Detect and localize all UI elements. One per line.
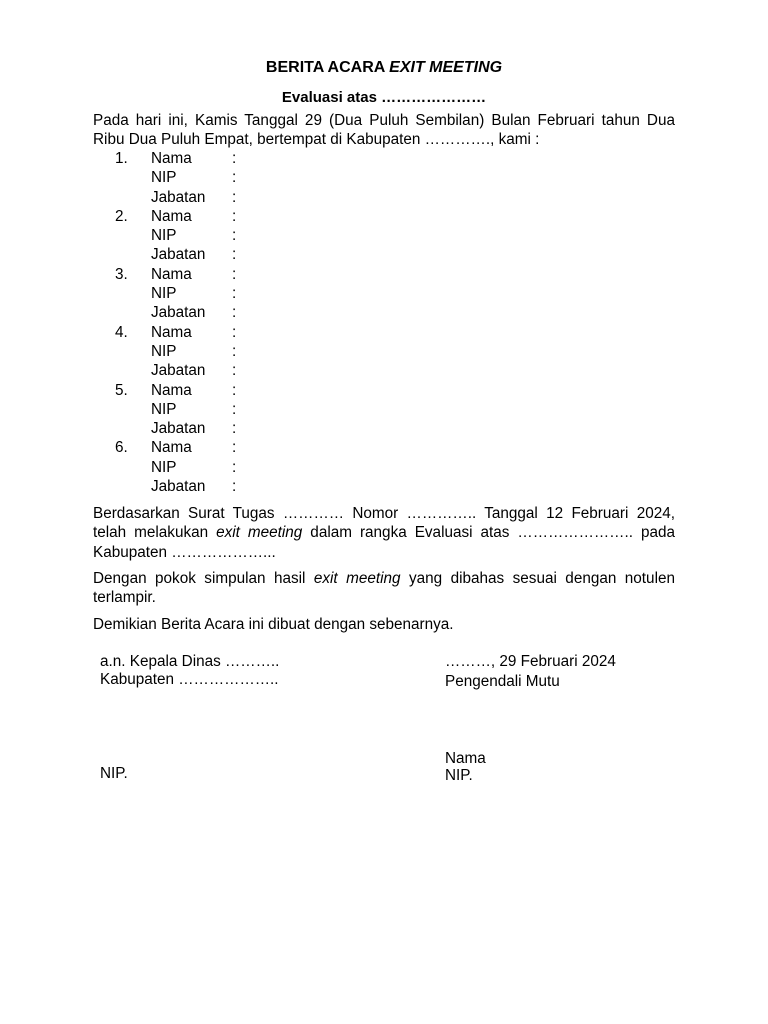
member-field-label: Nama [151, 150, 192, 167]
member-row-jabatan [93, 361, 675, 380]
member-row-jabatan [93, 303, 675, 322]
member-row-nip [93, 342, 675, 361]
member-field-colon: : [232, 420, 237, 438]
member-row-nip [93, 400, 675, 419]
closing-paragraph: Demikian Berita Acara ini dibuat dengan sebenarnya. [93, 616, 454, 633]
member-field-colon: : [232, 381, 237, 399]
member-row-nama [93, 438, 675, 457]
conclusion-paragraph [93, 569, 675, 608]
member-field-label: Jabatan [151, 478, 206, 496]
basis-text-1: Berdasarkan Surat Tugas ………… Nomor ………….. Tanggal 12 Februari 2024, telah melakukan [93, 505, 675, 542]
member-field-colon: : [232, 439, 237, 457]
member-number: 6. [115, 439, 128, 457]
intro-paragraph: Pada hari ini, Kamis Tanggal 29 (Dua Puluh Sembilan) Bulan Februari tahun Dua Ribu Dua Puluh Empat, bertempat di Kabupaten …………., kami : [93, 112, 675, 149]
member-field-colon: : [232, 362, 237, 380]
member-list [93, 149, 675, 496]
member-number: 1. [115, 150, 128, 167]
member-number: 4. [115, 323, 128, 341]
signature-left-line1: a.n. Kepala Dinas ……….. [100, 653, 280, 670]
title-plain: BERITA ACARA [265, 59, 390, 76]
member-field-colon: : [232, 478, 237, 496]
signature-right-nip: NIP. [445, 767, 473, 784]
member-field-label: Nama [151, 439, 192, 457]
member-field-label: Jabatan [151, 420, 206, 438]
member-field-label: NIP [151, 342, 177, 360]
member-field-label: Jabatan [151, 188, 206, 206]
member-row-nip [93, 458, 675, 477]
signature-left-line2: Kabupaten ……………….. [100, 671, 279, 688]
member-field-colon: : [232, 342, 237, 360]
member-row-jabatan [93, 477, 675, 496]
member-field-colon: : [232, 400, 237, 418]
member-field-colon: : [232, 246, 237, 264]
member-field-label: NIP [151, 285, 177, 303]
member-row-jabatan [93, 188, 675, 207]
member-field-colon: : [232, 304, 237, 322]
member-field-colon: : [232, 169, 237, 187]
member-field-colon: : [232, 285, 237, 303]
document-subtitle: Evaluasi atas ………………… [281, 89, 487, 106]
conclusion-text-1: Dengan pokok simpulan hasil [93, 570, 314, 587]
basis-italic: exit meeting [216, 524, 303, 542]
member-field-label: Nama [151, 323, 192, 341]
signature-right-role: Pengendali Mutu [445, 673, 560, 690]
member-field-label: Jabatan [151, 304, 206, 322]
document-title [0, 58, 768, 78]
signature-left-nip: NIP. [100, 765, 128, 782]
member-field-colon: : [232, 227, 237, 245]
member-field-label: NIP [151, 227, 177, 245]
member-number: 3. [115, 265, 128, 283]
member-row-nip [93, 168, 675, 187]
member-row-nama [93, 149, 675, 168]
member-field-label: Nama [151, 265, 192, 283]
member-field-colon: : [232, 265, 237, 283]
member-row-jabatan [93, 419, 675, 438]
member-row-nip [93, 284, 675, 303]
member-row-nama [93, 323, 675, 342]
conclusion-italic: exit meeting [313, 570, 401, 587]
member-field-colon: : [232, 323, 237, 341]
member-row-nip [93, 226, 675, 245]
member-field-label: Jabatan [151, 246, 206, 264]
member-row-jabatan [93, 245, 675, 264]
member-row-nama [93, 381, 675, 400]
basis-text-2: dalam rangka Evaluasi atas ………………….. pada Kabupaten ………………... [93, 524, 675, 561]
title-italic: EXIT MEETING [389, 59, 503, 76]
basis-paragraph [93, 504, 675, 562]
member-field-colon: : [232, 150, 237, 167]
member-number: 2. [115, 207, 128, 225]
member-row-nama [93, 265, 675, 284]
member-field-label: NIP [151, 400, 177, 418]
member-number: 5. [115, 381, 128, 399]
conclusion-text-2: yang dibahas sesuai dengan notulen terlampir. [93, 570, 675, 607]
member-field-label: NIP [151, 169, 177, 187]
member-field-label: Nama [151, 381, 192, 399]
member-field-colon: : [232, 207, 237, 225]
signature-right-date: ………, 29 Februari 2024 [445, 653, 616, 670]
member-field-label: NIP [151, 458, 177, 476]
member-row-nama [93, 207, 675, 226]
signature-right-name: Nama [445, 750, 486, 767]
member-field-label: Nama [151, 207, 192, 225]
member-field-colon: : [232, 188, 237, 206]
member-field-colon: : [232, 458, 237, 476]
member-field-label: Jabatan [151, 362, 206, 380]
